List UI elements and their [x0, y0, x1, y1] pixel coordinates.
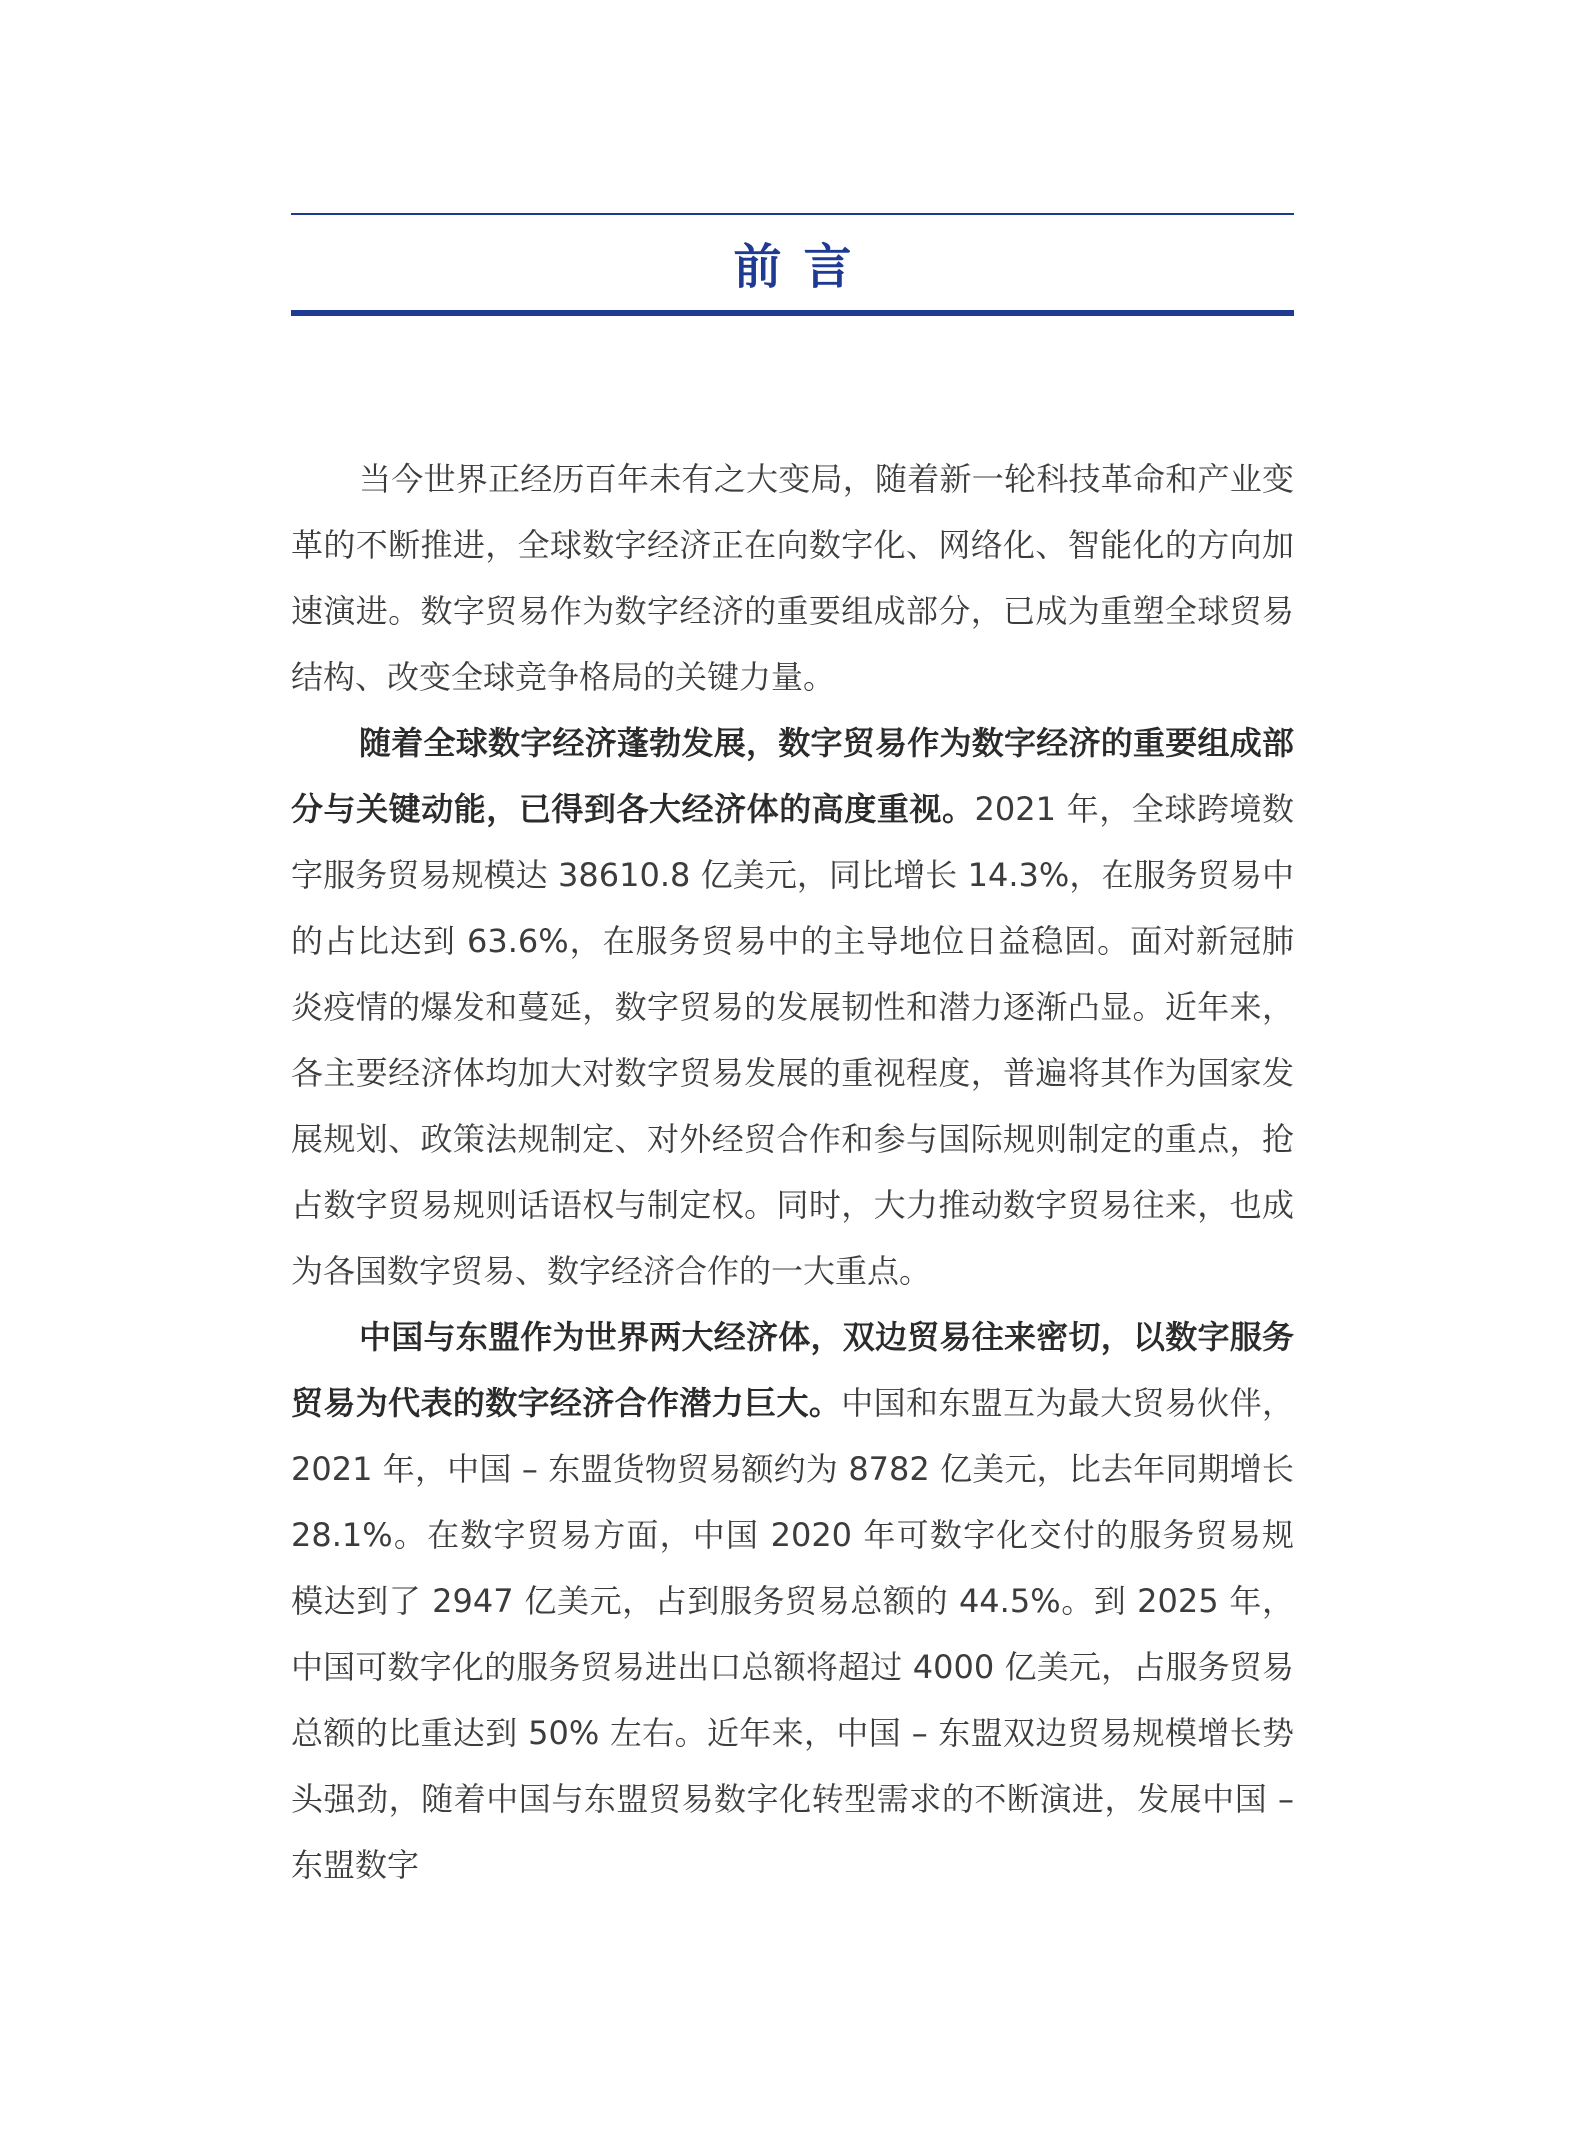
paragraph-text: 当今世界正经历百年未有之大变局，随着新一轮科技革命和产业变革的不断推进，全球数字经济正在向数字化、网络化、智能化的方向加速演进。数字贸易作为数字经济的重要组成部分，已成为重塑全球贸易结构、改变全球竞争格局的关键力量。 — [291, 460, 1294, 696]
paragraph-2 — [291, 710, 1294, 1304]
header-top-rule — [291, 213, 1294, 215]
header-bottom-rule — [291, 310, 1294, 316]
body-text — [291, 446, 1294, 1898]
paragraph-text: 中国和东盟互为最大贸易伙伴，2021 年，中国 – 东盟货物贸易额约为 8782 亿美元，比去年同期增长 28.1%。在数字贸易方面，中国 2020 年可数字化交付的服务贸易规模达到了 2947 亿美元，占到服务贸易总额的 44.5%。到 2025 年，中国可数字化的服务贸易进出口总额将超过 4000 亿美元，占服务贸易总额的比重达到 50% 左右。近年来，中国 – 东盟双边贸易规模增长势头强劲，随着中国与东盟贸易数字化转型需求的不断演进，发展中国 – 东盟数字 — [291, 1384, 1294, 1884]
paragraph-lead: 随着全球数字经济蓬勃发展，数字贸易作为数字经济的重要组成部分与关键动能，已得到各大经济体的高度重视。 — [291, 724, 1294, 828]
paragraph-lead: 中国与东盟作为世界两大经济体，双边贸易往来密切，以数字服务贸易为代表的数字经济合作潜力巨大。 — [291, 1318, 1294, 1422]
paragraph-3 — [291, 1304, 1294, 1898]
paragraph-1 — [291, 446, 1294, 710]
paragraph-text: 2021 年，全球跨境数字服务贸易规模达 38610.8 亿美元，同比增长 14.3%，在服务贸易中的占比达到 63.6%，在服务贸易中的主导地位日益稳固。面对新冠肺炎疫情的爆发和蔓延，数字贸易的发展韧性和潜力逐渐凸显。近年来，各主要经济体均加大对数字贸易发展的重视程度，普遍将其作为国家发展规划、政策法规制定、对外经贸合作和参与国际规则制定的重点，抢占数字贸易规则话语权与制定权。同时，大力推动数字贸易往来，也成为各国数字贸易、数字经济合作的一大重点。 — [291, 790, 1294, 1290]
section-header — [291, 213, 1294, 317]
page-title: 前言 — [733, 239, 874, 295]
